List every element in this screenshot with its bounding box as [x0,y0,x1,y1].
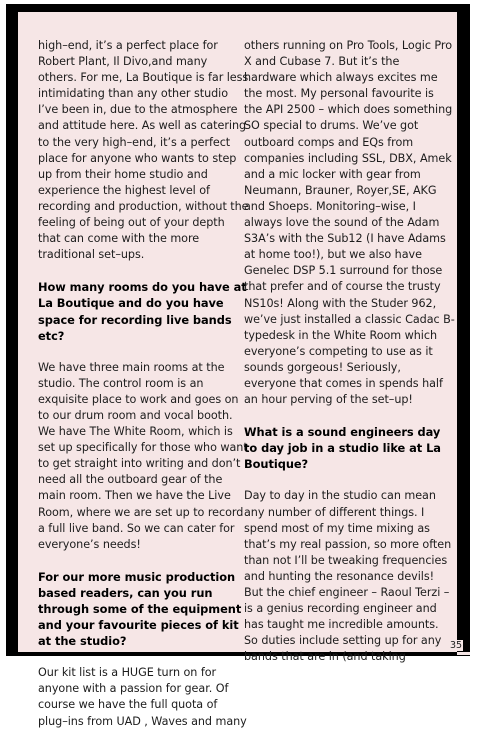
border-notch [457,652,470,655]
question-equipment: For our more music production based readers, can you run through some of the equipment and your favourite pieces of kit at the studio? [38,569,242,649]
answer-rooms: We have three main rooms at the studio. The control room is an exquisite place to work and goes on to our drum room and vocal booth. We have The White Room, which is set up specifically for those who want to get straight into writing and don’t need all the outboard gear of the main room. Then we have the Live Room, where we are set up to record a full live band. So we can cater for everyone’s needs! [38,360,248,551]
page-number: 35 [450,640,463,651]
question-engineer-job: What is a sound engineers day to day job in a studio like at La Boutique? [244,425,441,472]
left-column [38,38,249,746]
answer-engineer-job: Day to day in the studio can mean any number of different things. I spend most of my time mixing as that’s my real passion, so more often than not I’ll be tweaking frequencies and hunting the resonance devils! But the chief engineer – Raoul Terzi – is a genius recording engineer and has taught me incredible amounts. So duties include setting up for any bands that are in (and taking [244,489,452,664]
paragraph-intro-continued: high–end, it’s a perfect place for Robert Plant, Il Divo,and many others. For me, La Boutique is far less intimidating than any other studio I’ve been in, due to the atmosphere and attitude here. As well as catering to the very high–end, it’s a perfect place for anyone who wants to step up from their home studio and experience the highest level of recording and production, without the feeling of being out of your depth that can come with the more traditional set–ups. [38,39,249,262]
question-rooms: How many rooms do you have at La Boutique and do you have space for recording live bands etc? [38,280,247,343]
answer-equipment-start: Our kit list is a HUGE turn on for anyone with a passion for gear. Of course we have the full quota of plug–ins from UAD , Waves and many [38,666,247,728]
answer-equipment-continued: others running on Pro Tools, Logic Pro X and Cubase 7. But it’s the hardware which always excites me the most. My personal favourite is the API 2500 – which does something SO special to drums. We’ve got outboard comps and EQs from companies including SSL, DBX, Amek and a mic locker with gear from Neumann, Brauner, Royer,SE, AKG and Shoeps. Monitoring–wise, I always love the sound of the Adam S3A’s with the Sub12 (I have Adams at home too!), but we also have Genelec DSP 5.1 surround for those that prefer and of course the trusty NS10s! Along with the Studer 962, we’ve just installed a classic Cadac B-typedesk in the White Room which everyone’s competing to use as it sounds gorgeous! Seriously, everyone that comes in spends half an hour perving of the set–up! [244,39,455,407]
article-panel [18,12,457,728]
right-column [244,38,455,681]
